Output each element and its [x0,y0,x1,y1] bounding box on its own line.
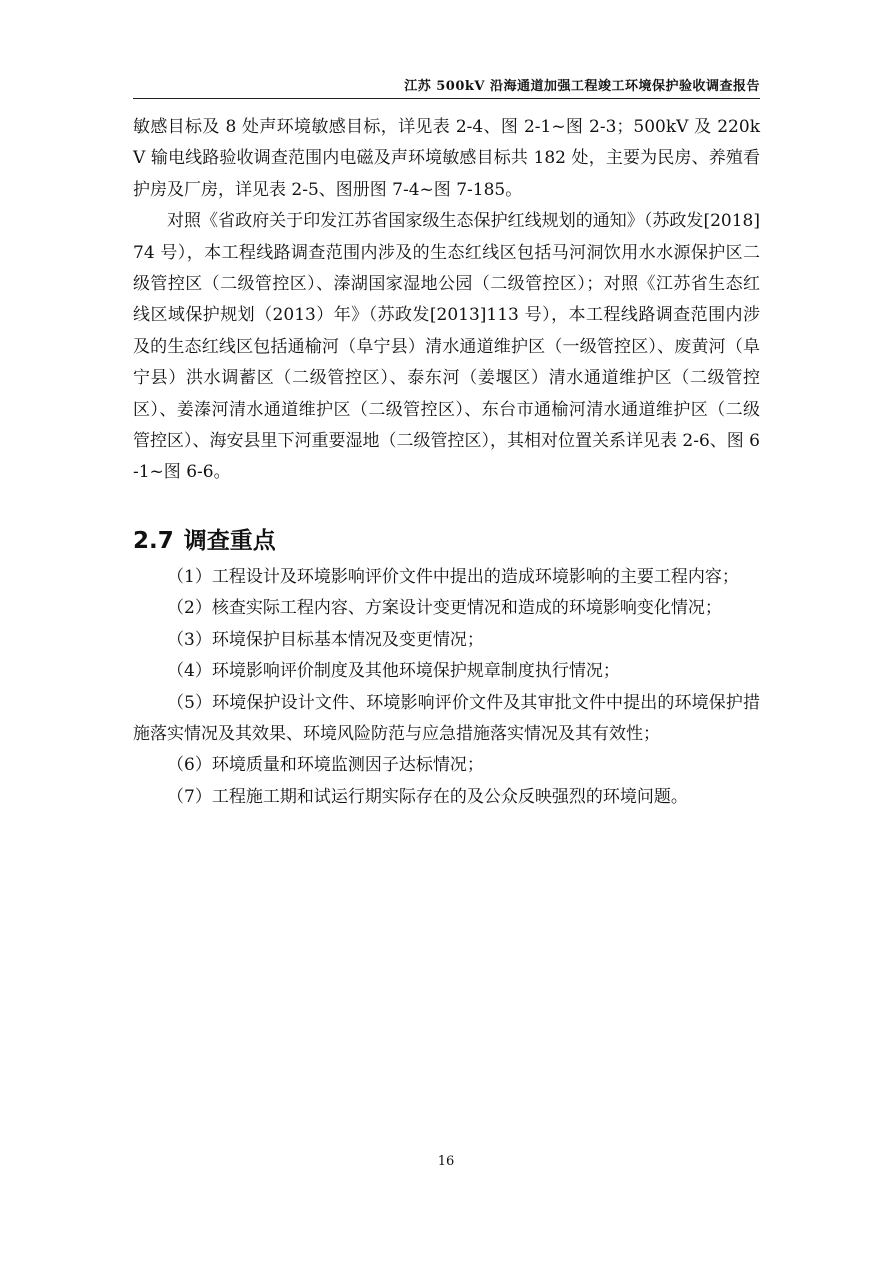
list-item: （3）环境保护目标基本情况及变更情况； [167,629,484,650]
section-number: 2.7 [133,528,174,554]
survey-focus-list [133,562,760,813]
paragraph-ecological-redline: 对照《省政府关于印发江苏省国家级生态保护红线规划的通知》（苏政发[2018]74 号），本工程线路调查范围内涉及的生态红线区包括马河洞饮用水水源保护区二级管控区（二级管控区）、溱湖国家湿地公园（二级管控区）；对照《江苏省生态红线区域保护规划（2013）年》（苏政发[2013]113 号），本工程线路调查范围内涉及的生态红线区包括通榆河（阜宁县）清水通道维护区（一级管控区）、废黄河（阜宁县）洪水调蓄区（二级管控区）、泰东河（姜堰区）清水通道维护区（二级管控区）、姜溱河清水通道维护区（二级管控区）、东台市通榆河清水通道维护区（二级管控区）、海安县里下河重要湿地（二级管控区），其相对位置关系详见表 2-6、图 6-1~图 6-6。 [133,211,760,483]
list-item: （1）工程设计及环境影响评价文件中提出的造成环境影响的主要工程内容； [167,567,739,587]
intro-section [133,112,760,489]
section-title: 调查重点 [183,528,276,554]
list-item: （2）核查实际工程内容、方案设计变更情况和造成的环境影响变化情况； [167,598,722,619]
running-header: 江苏 500kV 沿海通道加强工程竣工环境保护验收调查报告 [404,79,760,94]
list-item: （7）工程施工期和试运行期实际存在的及公众反映强烈的环境问题。 [167,786,688,807]
list-item: （6）环境质量和环境监测因子达标情况； [167,755,484,776]
page-number: 16 [437,1154,455,1169]
list-item: （4）环境影响评价制度及其他环境保护规章制度执行情况； [167,661,620,682]
section-heading [133,524,276,558]
paragraph-sensitive-targets: 敏感目标及 8 处声环境敏感目标，详见表 2-4、图 2-1~图 2-3；500kV 及 220kV 输电线路验收调查范围内电磁及声环境敏感目标共 182 处，主要为民房、养殖看护房及厂房，详见表 2-5、图册图 7-4~图 7-185。 [133,117,760,200]
list-item: （5）环境保护设计文件、环境影响评价文件及其审批文件中提出的环境保护措施落实情况及其效果、环境风险防范与应急措施落实情况及其有效性； [133,692,760,745]
header-divider [133,98,760,99]
